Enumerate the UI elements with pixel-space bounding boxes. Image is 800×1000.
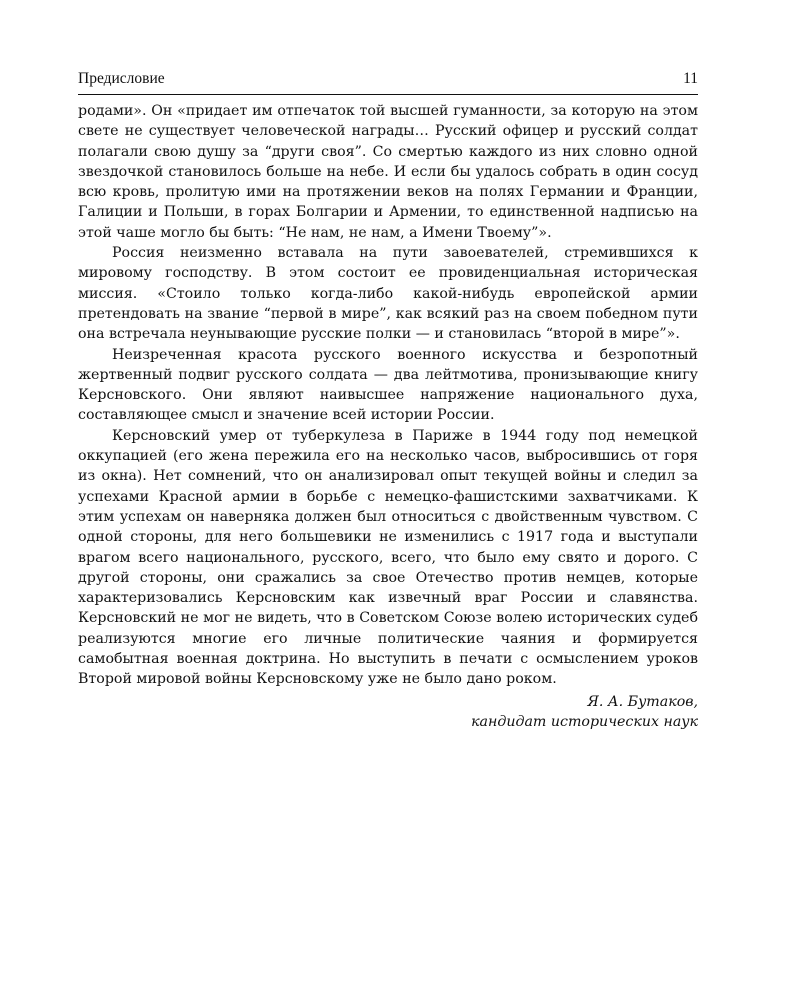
book-page — [78, 70, 698, 732]
signature-author: Я. А. Бутаков, — [587, 693, 698, 710]
body-text — [78, 101, 698, 690]
paragraph: Россия неизменно вставала на пути завоевателей, стремившихся к мировому господству. В этом состоит ее провиденциальная историческая миссия. «Стоило только когда-либо какой-нибудь европейской армии претендовать на звание “первой в мире”, как всякий раз на своем победном пути она встречала неунывающие русские полки — и становилась “второй в мире”». — [78, 245, 698, 343]
signature-title: кандидат исторических наук — [471, 713, 698, 730]
signature-block — [78, 692, 698, 733]
paragraph-continued: родами». Он «придает им отпечаток той высшей гуманности, за которую на этом свете не существует человеческой награды… Русский офицер и русский солдат полагали свою душу за “други своя”. Со смертью каждого из них словно одной звездочкой становилось больше на небе. И если бы удалось собрать в один сосуд всю кровь, пролитую ими на протяжении веков на полях Германии и Франции, Галиции и Польши, в горах Болгарии и Армении, то единственной надписью на этой чаше могло бы быть: “Не нам, не нам, а Имени Твоему”». — [78, 103, 698, 241]
section-title: Предисловие — [78, 70, 165, 87]
paragraph: Неизреченная красота русского военного искусства и безропотный жертвенный подвиг русского солдата — два лейтмотива, пронизывающие книгу Керсновского. Они являют наивысшее напряжение национального духа, составляющее смысл и значение всей истории России. — [78, 346, 698, 424]
running-head — [78, 70, 698, 95]
page-number: 11 — [683, 70, 698, 87]
paragraph: Керсновский умер от туберкулеза в Париже в 1944 году под немецкой оккупацией (его жена пережила его на несколько часов, выбросившись от горя из окна). Нет сомнений, что он анализировал опыт текущей войны и следил за успехами Красной армии в борьбе с немецко-фашистскими захватчиками. К этим успехам он наверняка должен был относиться с двойственным чувством. С одной стороны, для него большевики не изменились с 1917 года и выступали врагом всего национального, русского, всего, что было ему свято и дорого. С другой стороны, они сражались за свое Отечество против немцев, которые характеризовались Керсновским как извечный враг России и славянства. Керсновский не мог не видеть, что в Советском Союзе волею исторических судеб реализуются многие его личные политические чаяния и формируется самобытная военная доктрина. Но выступить в печати с осмыслением уроков Второй мировой войны Керсновскому уже не было дано роком. — [78, 427, 698, 688]
